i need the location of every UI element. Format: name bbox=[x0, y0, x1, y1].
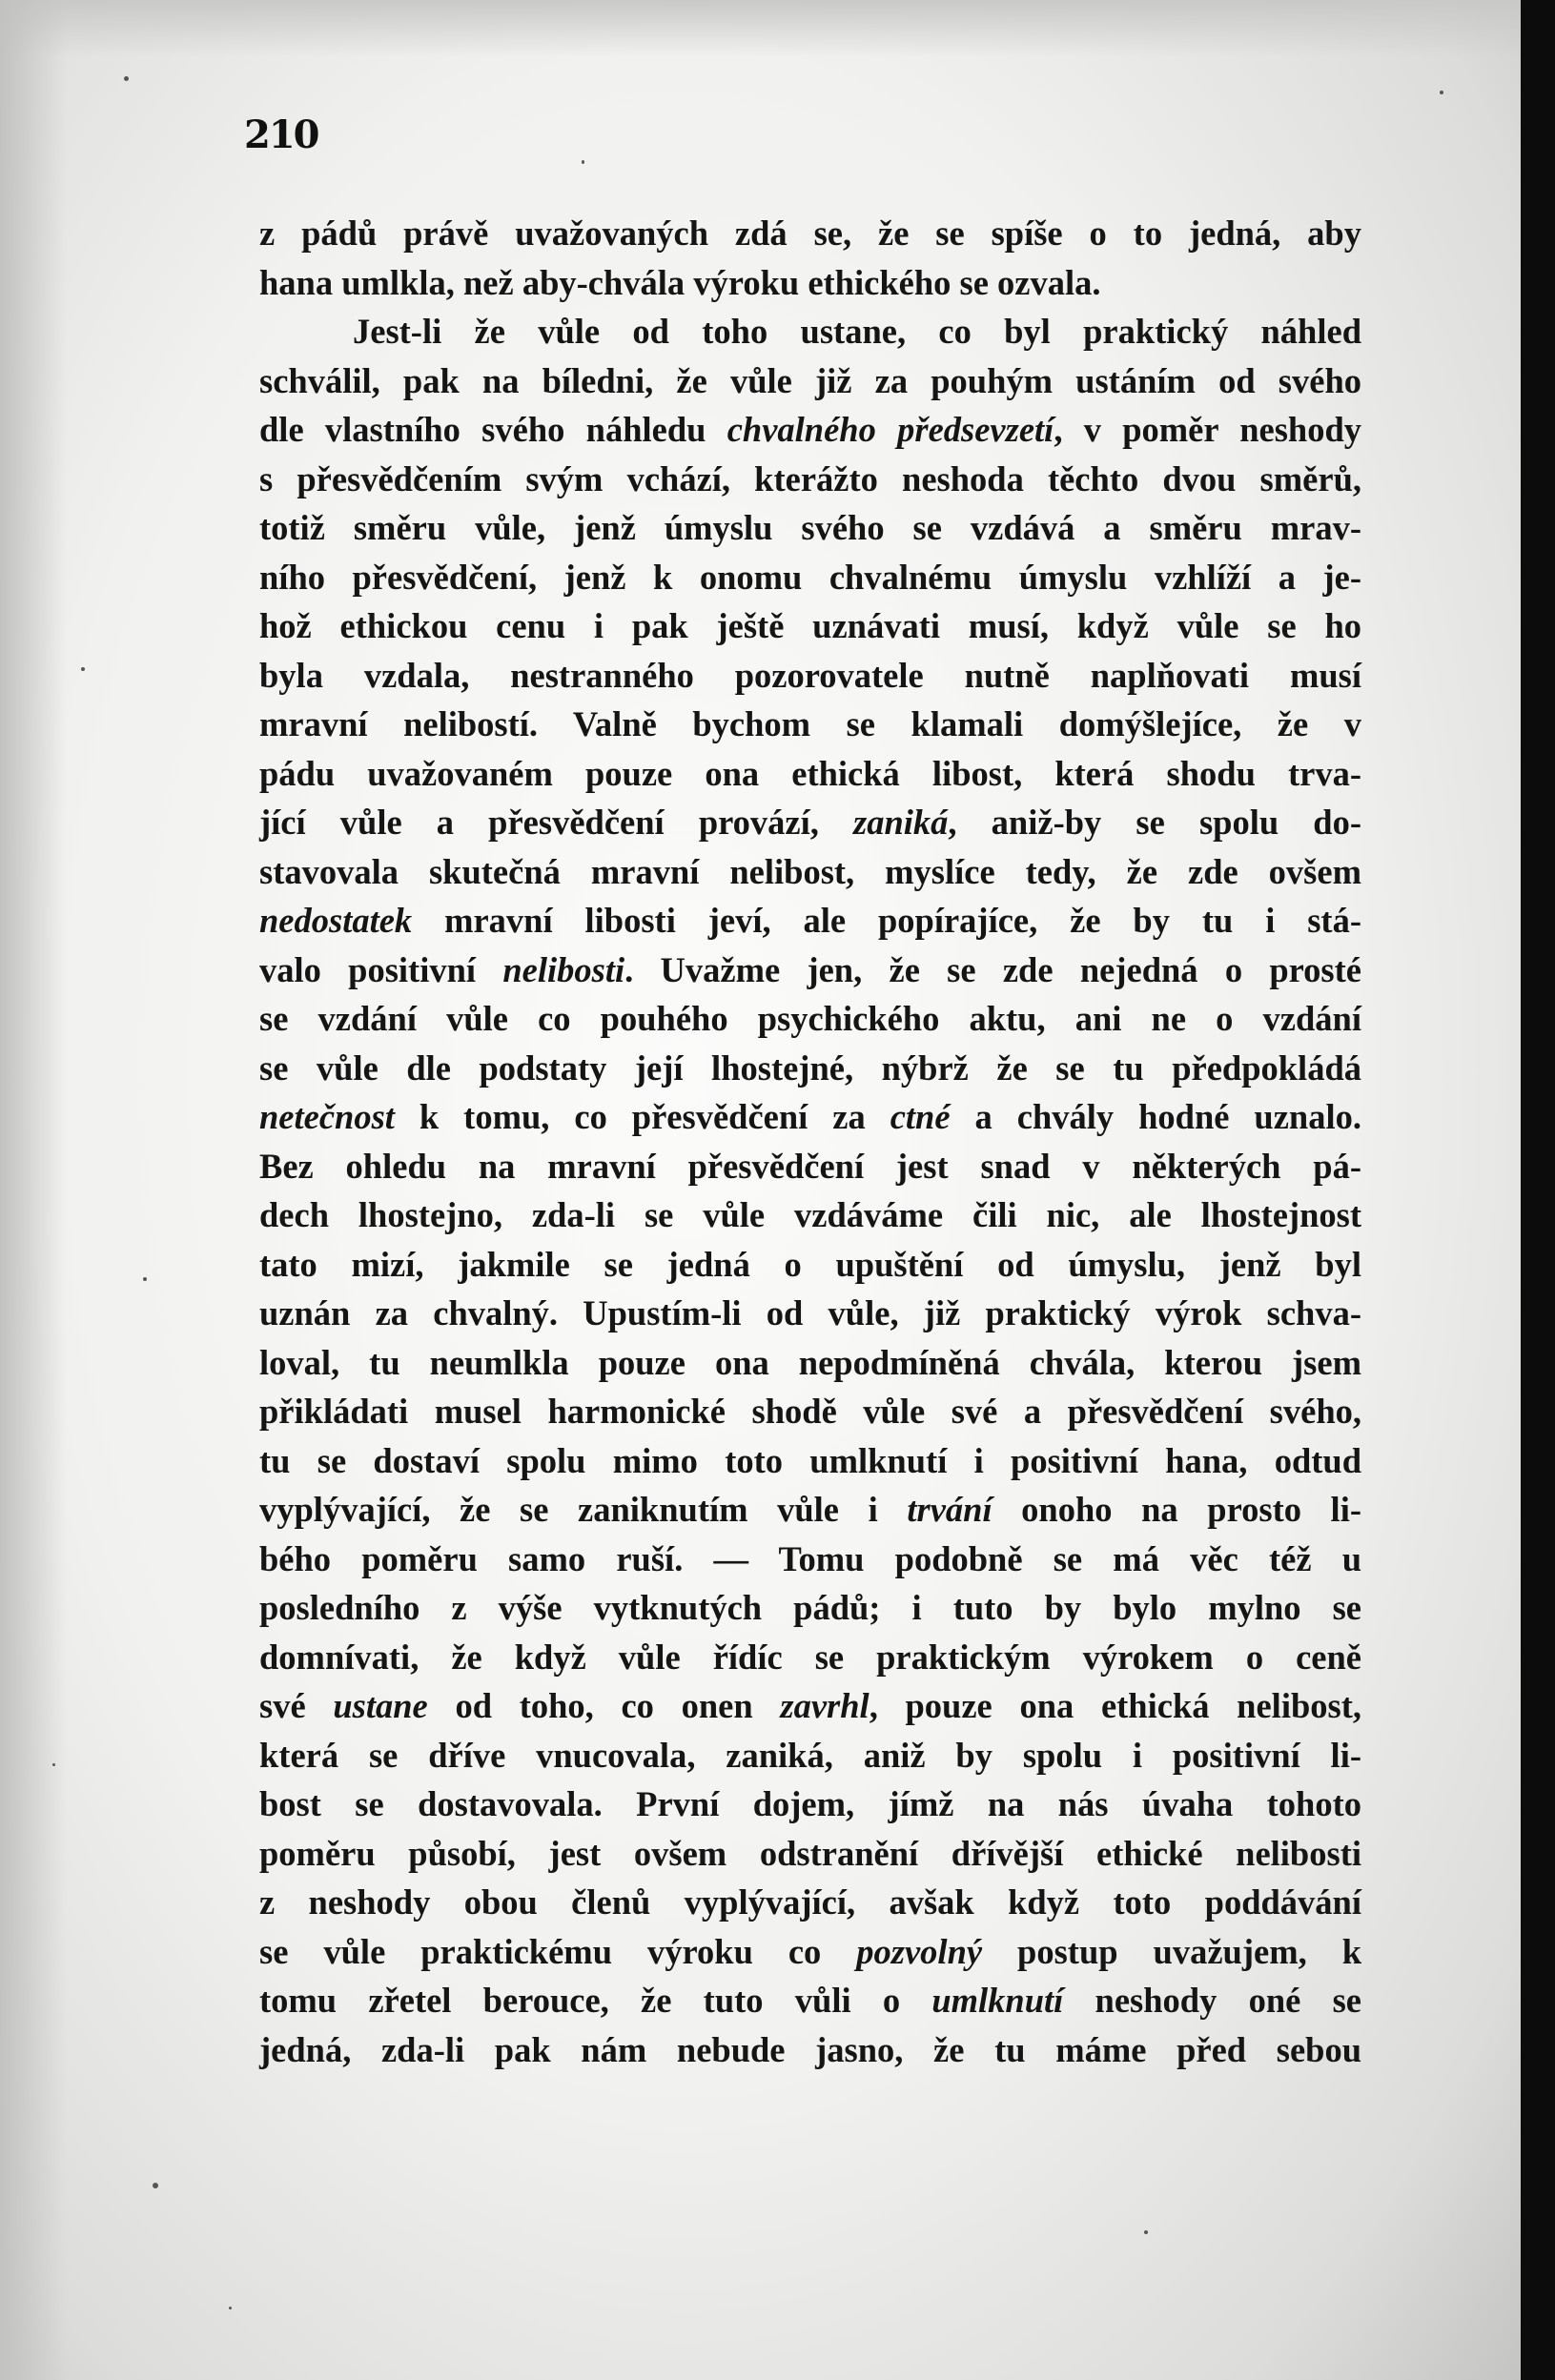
text-run: neshody oné se bbox=[1063, 1981, 1361, 2020]
text-line bbox=[259, 2025, 1361, 2075]
text-run: jící vůle a přesvědčení provází, bbox=[259, 803, 854, 842]
print-speck bbox=[1144, 2230, 1148, 2234]
text-run: mravní libosti jeví, ale popírajíce, že by tu i stá- bbox=[412, 901, 1361, 940]
text-line bbox=[259, 209, 1361, 258]
text-run: bého poměru samo ruší. — Tomu podobně se má věc též u bbox=[259, 1538, 1361, 1578]
italic-phrase: umlknutí bbox=[931, 1981, 1064, 2020]
text-line bbox=[259, 1780, 1361, 1829]
text-run: hož ethickou cenu i pak ještě uznávati musí, když vůle se ho bbox=[259, 606, 1361, 645]
print-speck bbox=[143, 1277, 147, 1281]
page-shadow-top bbox=[0, 0, 1521, 57]
text-line bbox=[259, 1092, 1361, 1142]
text-line bbox=[259, 405, 1361, 455]
text-line bbox=[259, 749, 1361, 799]
text-line bbox=[259, 1535, 1361, 1584]
print-speck bbox=[153, 2183, 158, 2188]
text-line bbox=[259, 1731, 1361, 1780]
text-line bbox=[259, 1436, 1361, 1486]
text-line bbox=[259, 455, 1361, 504]
text-line bbox=[259, 1681, 1361, 1731]
italic-phrase: ustane bbox=[333, 1686, 428, 1725]
italic-phrase: pozvolný bbox=[856, 1931, 983, 1971]
text-run: tato mizí, jakmile se jedná o upuštění od úmyslu, jenž byl bbox=[259, 1244, 1361, 1284]
text-run: dech lhostejno, zda-li se vůle vzdáváme čili nic, ale lhostejnost bbox=[259, 1195, 1361, 1234]
text-run: která se dříve vnucovala, zaniká, aniž by spolu i positivní li- bbox=[259, 1735, 1361, 1775]
text-line bbox=[259, 847, 1361, 897]
text-run: mravní nelibostí. Valně bychom se klamali domýšlejíce, že v bbox=[259, 704, 1361, 743]
text-run: loval, tu neumlkla pouze ona nepodmíněná chvála, kterou jsem bbox=[259, 1342, 1361, 1382]
text-run: od toho, co onen bbox=[427, 1686, 781, 1725]
text-run: hana umlkla, než aby-chvála výroku ethického se ozvala. bbox=[259, 262, 1101, 302]
text-line bbox=[259, 700, 1361, 749]
italic-phrase: zavrhl bbox=[780, 1686, 870, 1725]
text-run: ního přesvědčení, jenž k onomu chvalnému úmyslu vzhlíží a je- bbox=[259, 557, 1361, 597]
italic-phrase: zaniká bbox=[853, 803, 949, 842]
text-line bbox=[259, 798, 1361, 847]
text-run: Jest-li že vůle od toho ustane, co byl praktický náhled bbox=[353, 312, 1361, 351]
text-run: se vůle praktickému výroku co bbox=[259, 1931, 857, 1971]
text-line bbox=[259, 1190, 1361, 1240]
text-run: jedná, zda-li pak nám nebude jasno, že tu máme před sebou bbox=[259, 2029, 1361, 2069]
text-run: , v poměr neshody bbox=[1054, 410, 1361, 449]
text-line bbox=[259, 1485, 1361, 1535]
text-run: dle vlastního svého náhledu bbox=[259, 410, 727, 449]
italic-phrase: ctné bbox=[890, 1097, 951, 1136]
text-run: , aniž-by se spolu do- bbox=[948, 803, 1361, 842]
italic-phrase: chvalného předsevzetí bbox=[726, 410, 1054, 449]
text-run: poměru působí, jest ovšem odstranění dřívější ethické nelibosti bbox=[259, 1833, 1361, 1873]
text-run: se vzdání vůle co pouhého psychického aktu, ani ne o vzdání bbox=[259, 999, 1361, 1038]
text-run: byla vzdala, nestranného pozorovatele nutně naplňovati musí bbox=[259, 655, 1361, 695]
text-run: Bez ohledu na mravní přesvědčení jest snad v některých pá- bbox=[259, 1146, 1361, 1186]
italic-phrase: nelibosti bbox=[502, 949, 625, 989]
text-run: k tomu, co přesvědčení za bbox=[394, 1097, 890, 1136]
text-run: uznán za chvalný. Upustím-li od vůle, již praktický výrok schva- bbox=[259, 1293, 1361, 1332]
text-run: valo positivní bbox=[259, 949, 503, 989]
text-line bbox=[259, 1583, 1361, 1633]
text-line bbox=[259, 356, 1361, 406]
text-line bbox=[259, 1240, 1361, 1290]
page-number: 210 bbox=[244, 112, 318, 157]
italic-phrase: netečnost bbox=[259, 1097, 395, 1136]
text-run: z pádů právě uvažovaných zdá se, že se spíše o to jedná, aby bbox=[259, 214, 1361, 253]
text-run: z neshody obou členů vyplývající, avšak když toto poddávání bbox=[259, 1882, 1361, 1922]
print-speck bbox=[582, 160, 584, 164]
text-run: vyplývající, že se zaniknutím vůle i bbox=[259, 1490, 908, 1529]
print-speck bbox=[1440, 91, 1443, 94]
text-line bbox=[259, 1976, 1361, 2025]
text-line bbox=[259, 258, 1361, 308]
text-run: onoho na prosto li- bbox=[992, 1490, 1361, 1529]
text-line bbox=[259, 1289, 1361, 1338]
text-run: tu se dostaví spolu mimo toto umlknutí i positivní hana, odtud bbox=[259, 1440, 1361, 1480]
print-speck bbox=[229, 2307, 232, 2309]
text-line bbox=[259, 1142, 1361, 1191]
body-text bbox=[259, 209, 1361, 2074]
text-line bbox=[259, 1878, 1361, 1927]
text-line bbox=[259, 1633, 1361, 1682]
text-line bbox=[259, 896, 1361, 946]
text-run: bost se dostavovala. První dojem, jímž na nás úvaha tohoto bbox=[259, 1784, 1361, 1823]
text-line bbox=[259, 1044, 1361, 1093]
text-run: přikládati musel harmonické shodě vůle své a přesvědčení svého, bbox=[259, 1392, 1361, 1431]
italic-phrase: nedostatek bbox=[259, 901, 413, 940]
print-speck bbox=[81, 667, 85, 671]
text-run: postup uvažujem, k bbox=[982, 1931, 1361, 1971]
print-speck bbox=[124, 76, 129, 81]
text-run: schválil, pak na bíledni, že vůle již za pouhým ustáním od svého bbox=[259, 360, 1361, 400]
text-run: pádu uvažovaném pouze ona ethická libost, která shodu trva- bbox=[259, 753, 1361, 793]
text-run: , pouze ona ethická nelibost, bbox=[869, 1686, 1361, 1725]
print-speck bbox=[52, 1763, 55, 1766]
text-line bbox=[259, 994, 1361, 1044]
italic-phrase: trvání bbox=[907, 1490, 992, 1529]
text-line bbox=[259, 1338, 1361, 1388]
text-run: totiž směru vůle, jenž úmyslu svého se vzdává a směru mrav- bbox=[259, 508, 1361, 547]
text-run: . Uvažme jen, že se zde nejedná o prosté bbox=[624, 949, 1361, 989]
text-line bbox=[259, 503, 1361, 553]
text-line bbox=[259, 307, 1361, 356]
text-line bbox=[259, 1829, 1361, 1879]
text-run: tomu zřetel berouce, že tuto vůli o bbox=[259, 1981, 932, 2020]
text-run: své bbox=[259, 1686, 334, 1725]
text-run: s přesvědčením svým vchází, kterážto neshoda těchto dvou směrů, bbox=[259, 458, 1361, 498]
text-line bbox=[259, 651, 1361, 701]
text-line bbox=[259, 1387, 1361, 1436]
text-line bbox=[259, 553, 1361, 602]
text-line bbox=[259, 601, 1361, 651]
text-run: posledního z výše vytknutých pádů; i tuto by bylo mylno se bbox=[259, 1588, 1361, 1627]
text-line bbox=[259, 1927, 1361, 1977]
text-run: stavovala skutečná mravní nelibost, myslíce tedy, že zde ovšem bbox=[259, 851, 1361, 891]
text-run: domnívati, že když vůle řídíc se praktickým výrokem o ceně bbox=[259, 1637, 1361, 1677]
text-run: se vůle dle podstaty její lhostejné, nýbrž že se tu předpokládá bbox=[259, 1048, 1361, 1088]
text-line bbox=[259, 946, 1361, 995]
text-run: a chvály hodné uznalo. bbox=[950, 1097, 1361, 1136]
page-shadow-left bbox=[0, 0, 67, 2380]
